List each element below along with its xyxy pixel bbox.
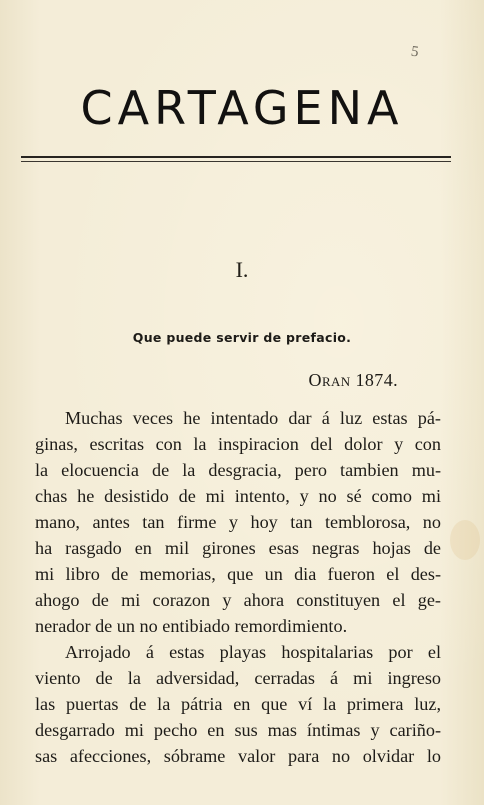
text-line: mi libro de memorias, que un dia fueron el des- <box>35 564 441 584</box>
text-line: sas afecciones, sóbrame valor para no olvidar lo <box>35 746 441 766</box>
text-line: viento de la adversidad, cerradas á mi ingreso <box>35 668 441 688</box>
text-line: mano, antes tan firme y hoy tan temblorosa, no <box>35 512 441 532</box>
chapter-number: I. <box>235 257 249 282</box>
paragraph-1 <box>35 405 441 639</box>
paragraph-2 <box>35 639 441 769</box>
text-line: chas he desistido de mi intento, y no sé como mi <box>35 486 441 506</box>
chapter-subtitle: Que puede servir de prefacio. <box>132 330 352 345</box>
paper-stain <box>450 520 480 560</box>
text-line: Arrojado á estas playas hospitalarias por el <box>65 642 441 662</box>
page-number: 5 <box>409 43 420 61</box>
text-line: ahogo de mi corazon y ahora constituyen el ge- <box>35 590 441 610</box>
text-line: las puertas de la pátria en que ví la primera luz, <box>35 694 441 714</box>
title-rule-thick <box>21 156 451 158</box>
page-title: CARTAGENA <box>80 81 404 135</box>
text-line: la elocuencia de la desgracia, pero tambien mu- <box>35 460 441 480</box>
title-rule-thin <box>21 161 451 162</box>
text-line: ginas, escritas con la inspiracion del dolor y con <box>35 434 441 454</box>
dateline: Oran 1874. <box>308 370 398 390</box>
body-text <box>35 405 441 769</box>
text-line: nerador de un no entibiado remordimiento. <box>35 616 348 636</box>
text-line: Muchas veces he intentado dar á luz estas pá- <box>65 408 441 428</box>
text-line: ha rasgado en mil girones esas negras hojas de <box>35 538 441 558</box>
text-line: desgarrado mi pecho en sus mas íntimas y cariño- <box>35 720 441 740</box>
